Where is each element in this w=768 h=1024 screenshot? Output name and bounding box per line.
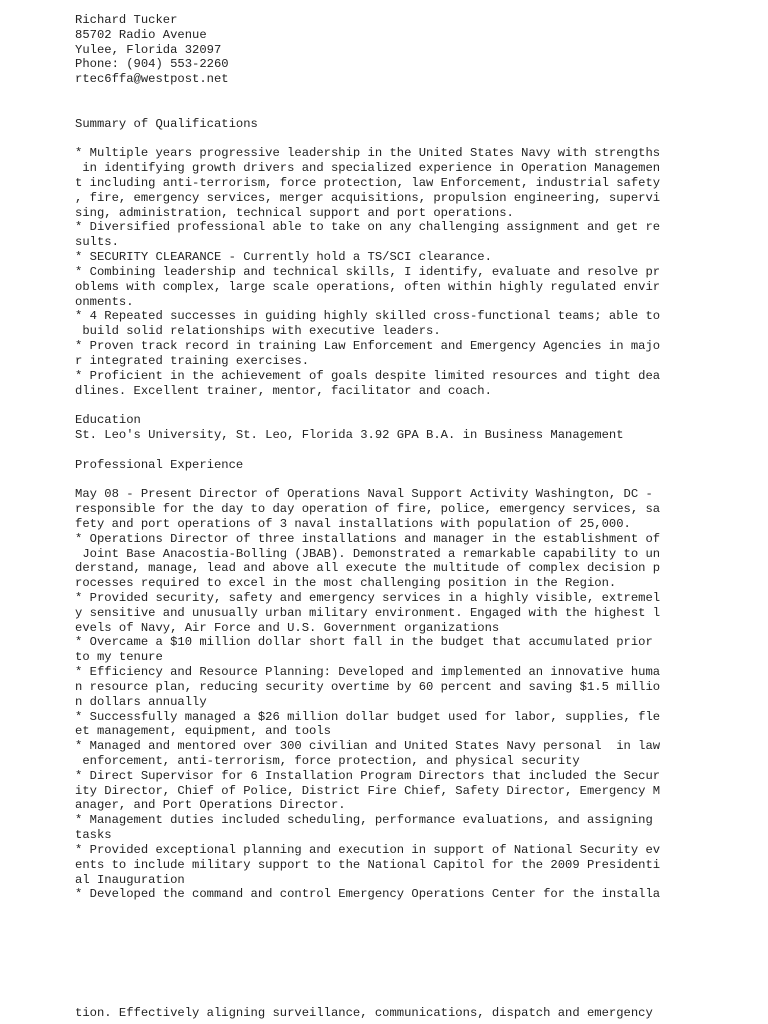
text-line: dlines. Excellent trainer, mentor, facilitator and coach. xyxy=(75,383,492,398)
text-line: onments. xyxy=(75,294,134,309)
text-line: * Management duties included scheduling, performance evaluations, and assigning xyxy=(75,813,653,828)
text-line: * Proven track record in training Law Enforcement and Emergency Agencies in majo xyxy=(75,339,661,354)
text-line: * Efficiency and Resource Planning: Developed and implemented an innovative huma xyxy=(75,665,661,680)
text-line: y sensitive and unusually urban military environment. Engaged with the highest l xyxy=(75,605,661,620)
text-line: al Inauguration xyxy=(75,872,185,887)
text-line: Joint Base Anacostia-Bolling (JBAB). Demonstrated a remarkable capability to un xyxy=(75,546,661,561)
text-line: rocesses required to excel in the most challenging position in the Region. xyxy=(75,576,617,591)
text-line: enforcement, anti-terrorism, force protection, and physical security xyxy=(75,754,580,768)
text-line: Richard Tucker xyxy=(75,13,178,27)
text-line: * Managed and mentored over 300 civilian and United States Navy personal in law xyxy=(75,739,661,754)
text-line: * Proficient in the achievement of goals despite limited resources and tight dea xyxy=(75,368,661,383)
text-line: in identifying growth drivers and specialized experience in Operation Managemen xyxy=(75,161,661,176)
text-line: t including anti-terrorism, force protection, law Enforcement, industrial safety xyxy=(75,176,661,191)
text-line: Education xyxy=(75,413,141,428)
text-line: et management, equipment, and tools xyxy=(75,724,331,739)
text-line: sing, administration, technical support and port operations. xyxy=(75,205,514,220)
text-line: * 4 Repeated successes in guiding highly skilled cross-functional teams; able to xyxy=(75,309,661,324)
text-line: tasks xyxy=(75,828,112,843)
text-line: n resource plan, reducing security overtime by 60 percent and saving $1.5 millio xyxy=(75,679,661,694)
text-line: , fire, emergency services, merger acquisitions, propulsion engineering, supervi xyxy=(75,190,661,205)
text-line: * Operations Director of three installations and manager in the establishment of xyxy=(75,531,661,546)
text-line: * Provided security, safety and emergency services in a highly visible, extremel xyxy=(75,590,661,605)
text-line: * Overcame a $10 million dollar short fall in the budget that accumulated prior xyxy=(75,635,653,650)
text-line: n dollars annually xyxy=(75,694,207,709)
text-line: fety and port operations of 3 naval installations with population of 25,000. xyxy=(75,516,631,531)
text-line: Professional Experience xyxy=(75,457,244,472)
text-line: * Successfully managed a $26 million dollar budget used for labor, supplies, fle xyxy=(75,709,661,724)
page-continuation-line: tion. Effectively aligning surveillance, communications, dispatch and emergency xyxy=(75,1006,653,1020)
text-line: evels of Navy, Air Force and U.S. Government organizations xyxy=(75,620,500,635)
text-line: Summary of Qualifications xyxy=(75,116,258,131)
text-line: rtec6ffa@westpost.net xyxy=(75,72,229,87)
text-line: responsible for the day to day operation of fire, police, emergency services, sa xyxy=(75,502,661,517)
text-line: 85702 Radio Avenue xyxy=(75,27,207,42)
text-line: May 08 - Present Director of Operations Naval Support Activity Washington, DC - xyxy=(75,487,653,502)
text-line: ity Director, Chief of Police, District Fire Chief, Safety Director, Emergency M xyxy=(75,783,661,798)
text-line: * Diversified professional able to take on any challenging assignment and get re xyxy=(75,220,661,235)
text-line: * SECURITY CLEARANCE - Currently hold a TS/SCI clearance. xyxy=(75,250,492,265)
text-line: St. Leo's University, St. Leo, Florida 3.92 GPA B.A. in Business Management xyxy=(75,427,624,442)
text-line: Phone: (904) 553-2260 xyxy=(75,57,229,72)
text-line: * Provided exceptional planning and execution in support of National Security ev xyxy=(75,842,661,857)
text-line: to my tenure xyxy=(75,650,163,665)
text-line: * Combining leadership and technical skills, I identify, evaluate and resolve pr xyxy=(75,264,661,279)
text-line: ents to include military support to the National Capitol for the 2009 Presidenti xyxy=(75,857,661,872)
text-line: * Developed the command and control Emergency Operations Center for the installa xyxy=(75,887,661,902)
text-line: derstand, manage, lead and above all execute the multitude of complex decision p xyxy=(75,561,661,576)
text-line: r integrated training exercises. xyxy=(75,353,310,368)
text-line: * Direct Supervisor for 6 Installation Program Directors that included the Secur xyxy=(75,768,661,783)
text-line: Yulee, Florida 32097 xyxy=(75,42,222,57)
text-line: oblems with complex, large scale operations, often within highly regulated envir xyxy=(75,279,661,294)
text-line: anager, and Port Operations Director. xyxy=(75,798,346,813)
text-line: sults. xyxy=(75,235,119,250)
text-line: * Multiple years progressive leadership in the United States Navy with strengths xyxy=(75,146,661,161)
text-line: build solid relationships with executive leaders. xyxy=(75,324,441,339)
